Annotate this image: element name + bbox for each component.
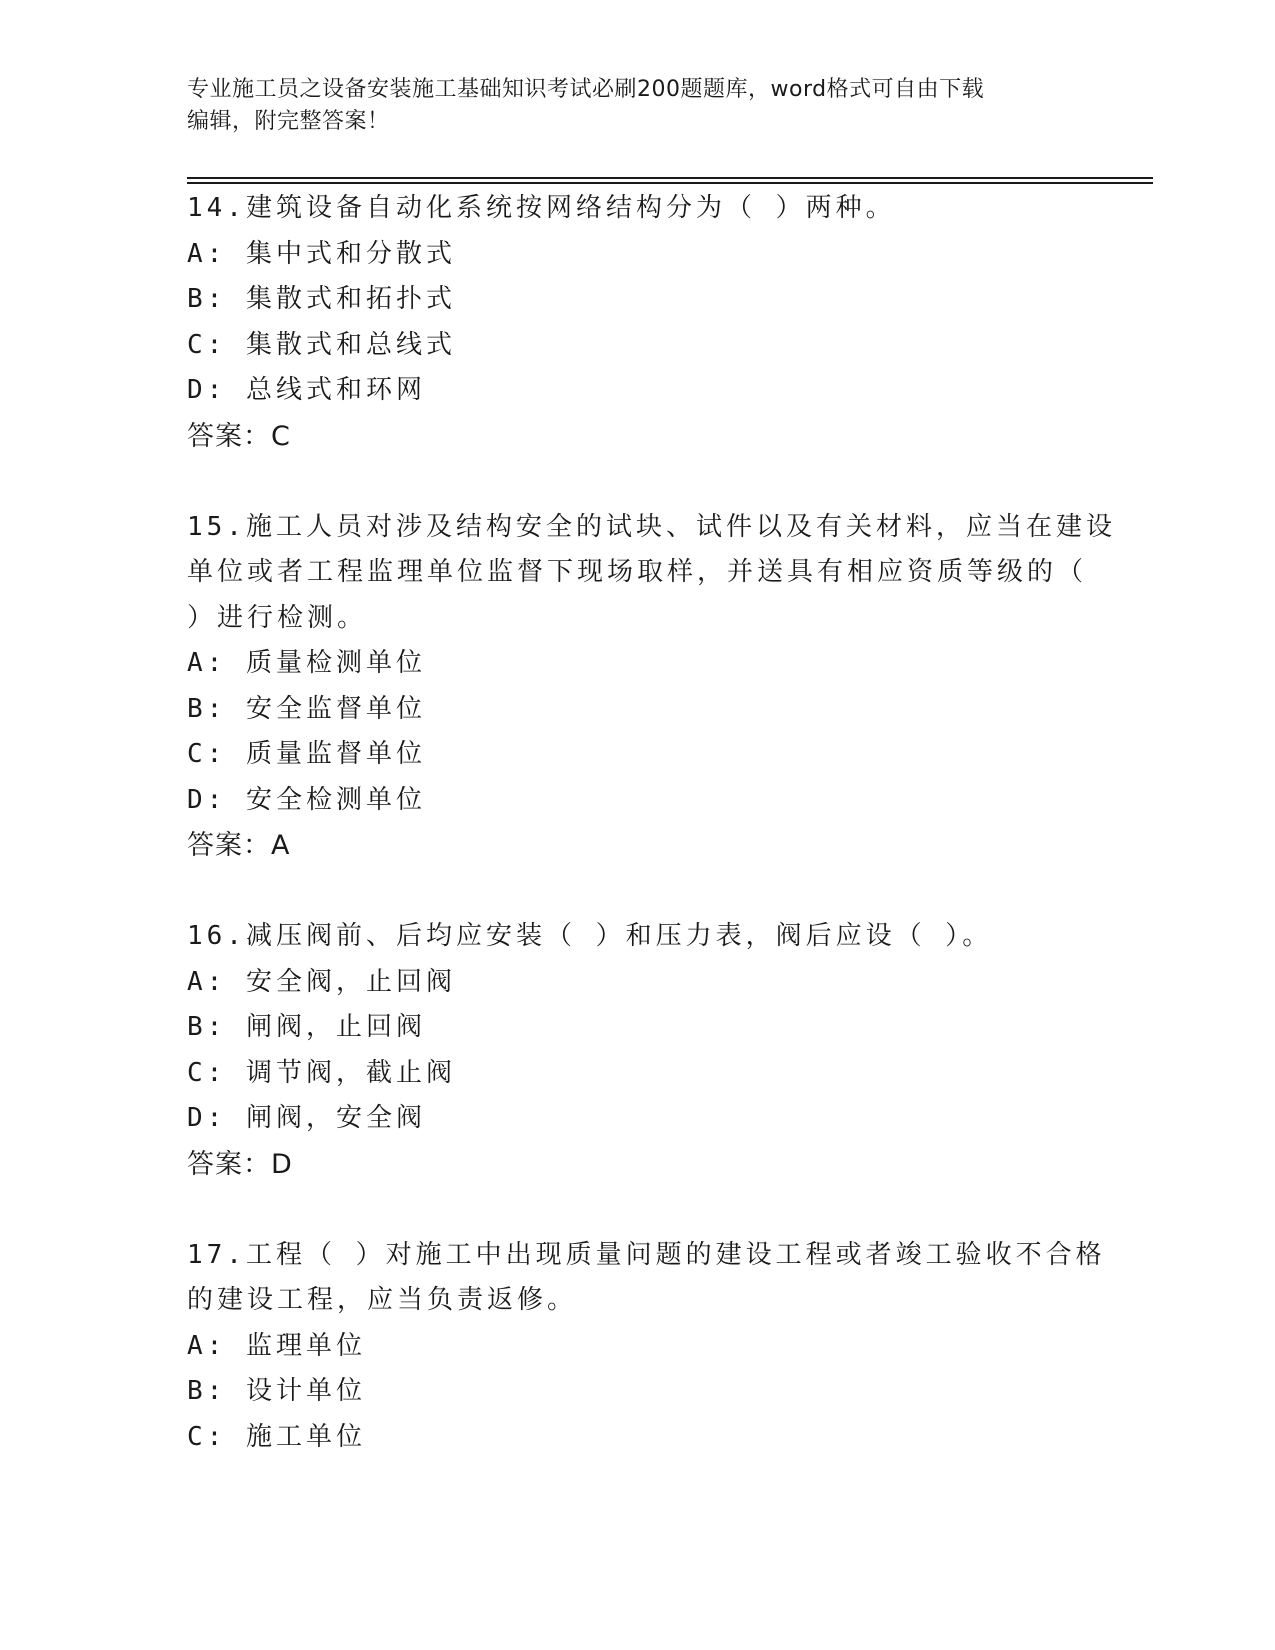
option-b: B: 集散式和拓扑式 — [187, 284, 456, 314]
option-a: A: 监理单位 — [187, 1330, 366, 1361]
option-d: D: 闸阀，安全阀 — [187, 1103, 426, 1133]
header-line-2: 编辑，附完整答案！ — [187, 109, 390, 134]
header-line-1: 专业施工员之设备安装施工基础知识考试必刷200题题库，word格式可自由下载 — [187, 77, 985, 102]
question-stem-line-2: 单位或者工程监理单位监督下现场取样，并送具有相应资质等级的（ — [187, 557, 1088, 587]
option-a: A: 安全阀，止回阀 — [187, 966, 456, 997]
question-stem: 14.建筑设备自动化系统按网络结构分为（ ）两种。 — [187, 193, 896, 223]
question-stem: 16.减压阀前、后均应安装（ ）和压力表，阀后应设（ ）。 — [187, 921, 993, 951]
answer-text: 答案：D — [187, 1148, 293, 1180]
answer-text: 答案：C — [187, 420, 291, 452]
question-15 — [187, 505, 1116, 869]
option-c: C: 集散式和总线式 — [187, 329, 456, 360]
option-b: B: 设计单位 — [187, 1376, 366, 1406]
question-14 — [187, 186, 1107, 459]
option-b: B: 安全监督单位 — [187, 693, 426, 724]
question-stem-line-2: 的建设工程，应当负责返修。 — [187, 1285, 578, 1315]
question-16 — [187, 914, 1107, 1187]
option-c: C: 调节阀，截止阀 — [187, 1057, 456, 1088]
option-c: C: 施工单位 — [187, 1421, 366, 1452]
option-d: D: 总线式和环网 — [187, 375, 426, 405]
question-17 — [187, 1233, 1107, 1461]
option-a: A: 集中式和分散式 — [187, 238, 456, 269]
option-c: C: 质量监督单位 — [187, 739, 426, 769]
answer-text: 答案：A — [187, 830, 291, 861]
option-d: D: 安全检测单位 — [187, 784, 426, 815]
question-stem-line-3: ）进行检测。 — [187, 602, 368, 633]
question-stem-line-1: 17.工程（ ）对施工中出现质量问题的建设工程或者竣工验收不合格 — [187, 1239, 1106, 1270]
header-divider-top — [187, 177, 1153, 179]
option-a: A: 质量检测单位 — [187, 648, 426, 678]
question-list — [187, 186, 1116, 1506]
header-divider-bottom — [187, 182, 1153, 184]
option-b: B: 闸阀，止回阀 — [187, 1012, 426, 1042]
document-header — [187, 74, 1087, 138]
question-stem-line-1: 15.施工人员对涉及结构安全的试块、试件以及有关材料，应当在建设 — [187, 511, 1116, 542]
